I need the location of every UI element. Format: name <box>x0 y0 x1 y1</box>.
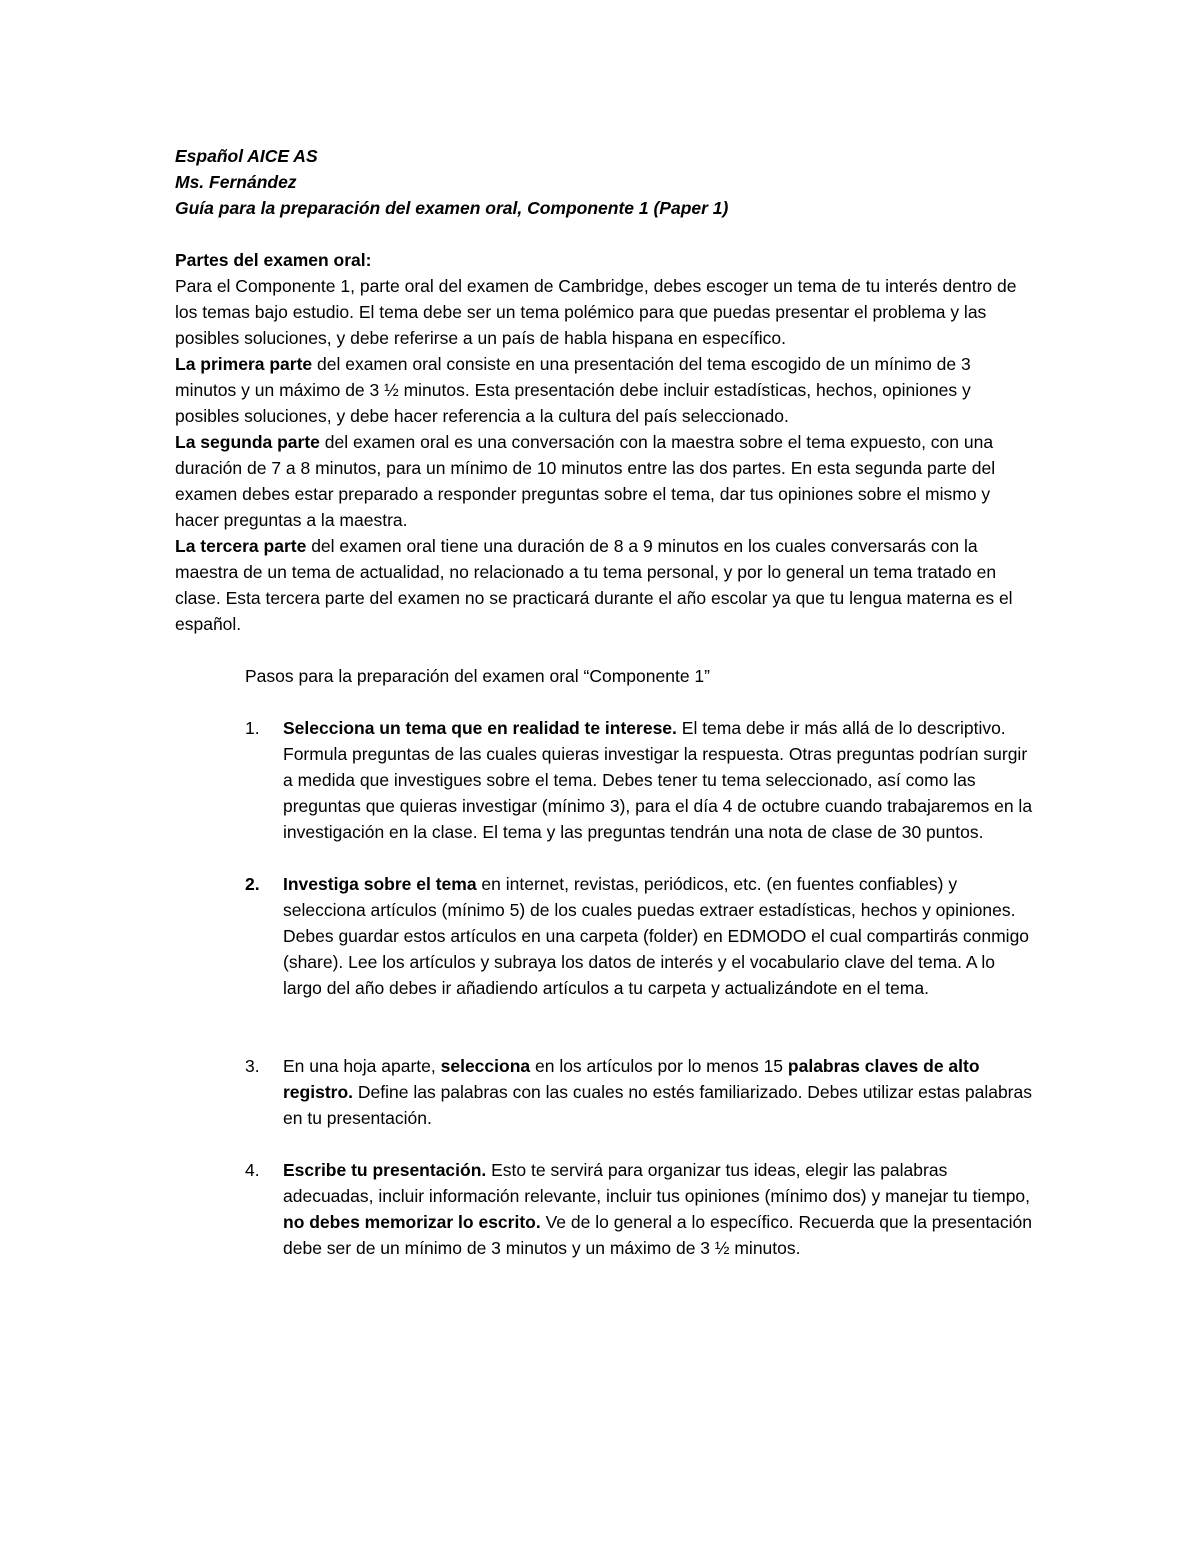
parts-intro: Para el Componente 1, parte oral del examen de Cambridge, debes escoger un tema de tu interés dentro de los temas bajo estudio. El tema debe ser un tema polémico para que puedas presentar el problema y las posibles soluciones, y debe referirse a un país de habla hispana en específico. <box>175 276 1017 348</box>
teacher-name: Ms. Fernández <box>175 172 297 192</box>
step-text: Define las palabras con las cuales no estés familiarizado. Debes utilizar estas palabras en tu presentación. <box>283 1082 1032 1128</box>
step-number: 1. <box>245 718 260 738</box>
part-three-label: La tercera parte <box>175 536 307 556</box>
course-title: Español AICE AS <box>175 146 318 166</box>
part-two-paragraph <box>175 429 1035 533</box>
part-one-label: La primera parte <box>175 354 313 374</box>
spacer <box>175 1001 1035 1053</box>
step-item <box>175 1157 1035 1261</box>
spacer <box>175 845 1035 871</box>
spacer <box>175 221 1035 247</box>
step-text: en internet, revistas, periódicos, etc. (en fuentes confiables) y selecciona artículos (mínimo 5) de los cuales puedas extraer estadísticas, hechos y opiniones. Debes guardar estos artículos en una carpeta (folder) en EDMODO el cual compartirás conmigo (share). Lee los artículos y subraya los datos de interés y el vocabulario clave del tema. A lo largo del año debes ir añadiendo artículos a tu carpeta y actualizándote en el tema. <box>283 874 1030 998</box>
steps-list <box>175 715 1035 1261</box>
step-item <box>175 1053 1035 1131</box>
steps-title: Pasos para la preparación del examen oral “Componente 1” <box>245 666 710 686</box>
step-bold-text: Investiga sobre el tema <box>283 874 477 894</box>
step-bold-text: no debes memorizar lo escrito. <box>283 1212 541 1232</box>
document-title: Guía para la preparación del examen oral, Componente 1 (Paper 1) <box>175 198 729 218</box>
spacer <box>175 1131 1035 1157</box>
step-text: El tema debe ir más allá de lo descriptivo. Formula preguntas de las cuales quieras investigar la respuesta. Otras preguntas podrían surgir a medida que investigues sobre el tema. Debes tener tu tema seleccionado, así como las preguntas que quieras investigar (mínimo 3), para el día 4 de octubre cuando trabajaremos en la investigación en la clase. El tema y las preguntas tendrán una nota de clase de 30 puntos. <box>283 718 1033 842</box>
step-text: Esto te servirá para organizar tus ideas, elegir las palabras adecuadas, incluir información relevante, incluir tus opiniones (mínimo dos) y manejar tu tiempo, <box>283 1160 1031 1206</box>
part-two-text: del examen oral es una conversación con la maestra sobre el tema expuesto, con una duración de 7 a 8 minutos, para un mínimo de 10 minutos entre las dos partes. En esta segunda parte del examen debes estar preparado a responder preguntas sobre el tema, dar tus opiniones sobre el mismo y hacer preguntas a la maestra. <box>175 432 996 530</box>
step-bold-text: palabras claves de alto registro. <box>283 1056 980 1102</box>
step-text: en los artículos por lo menos 15 <box>530 1056 788 1076</box>
step-bold-text: selecciona <box>440 1056 531 1076</box>
step-number: 3. <box>245 1056 260 1076</box>
step-text: En una hoja aparte, <box>283 1056 441 1076</box>
part-one-text: del examen oral consiste en una presentación del tema escogido de un mínimo de 3 minutos y un máximo de 3 ½ minutos. Esta presentación debe incluir estadísticas, hechos, opiniones y posibles soluciones, y debe hacer referencia a la cultura del país seleccionado. <box>175 354 971 426</box>
step-number: 4. <box>245 1160 260 1180</box>
step-number: 2. <box>245 874 260 894</box>
part-three-paragraph <box>175 533 1035 637</box>
step-item <box>175 715 1035 845</box>
part-two-label: La segunda parte <box>175 432 320 452</box>
step-item <box>175 871 1035 1001</box>
step-text: Ve de lo general a lo específico. Recuerda que la presentación debe ser de un mínimo de 3 minutos y un máximo de 3 ½ minutos. <box>283 1212 1033 1258</box>
parts-title: Partes del examen oral: <box>175 250 372 270</box>
part-one-paragraph <box>175 351 1035 429</box>
part-three-text: del examen oral tiene una duración de 8 a 9 minutos en los cuales conversarás con la maestra de un tema de actualidad, no relacionado a tu tema personal, y por lo general un tema tratado en clase. Esta tercera parte del examen no se practicará durante el año escolar ya que tu lengua materna es el español. <box>175 536 1013 634</box>
step-bold-text: Escribe tu presentación. <box>283 1160 487 1180</box>
step-bold-text: Selecciona un tema que en realidad te interese. <box>283 718 677 738</box>
document-page <box>175 143 1035 1261</box>
